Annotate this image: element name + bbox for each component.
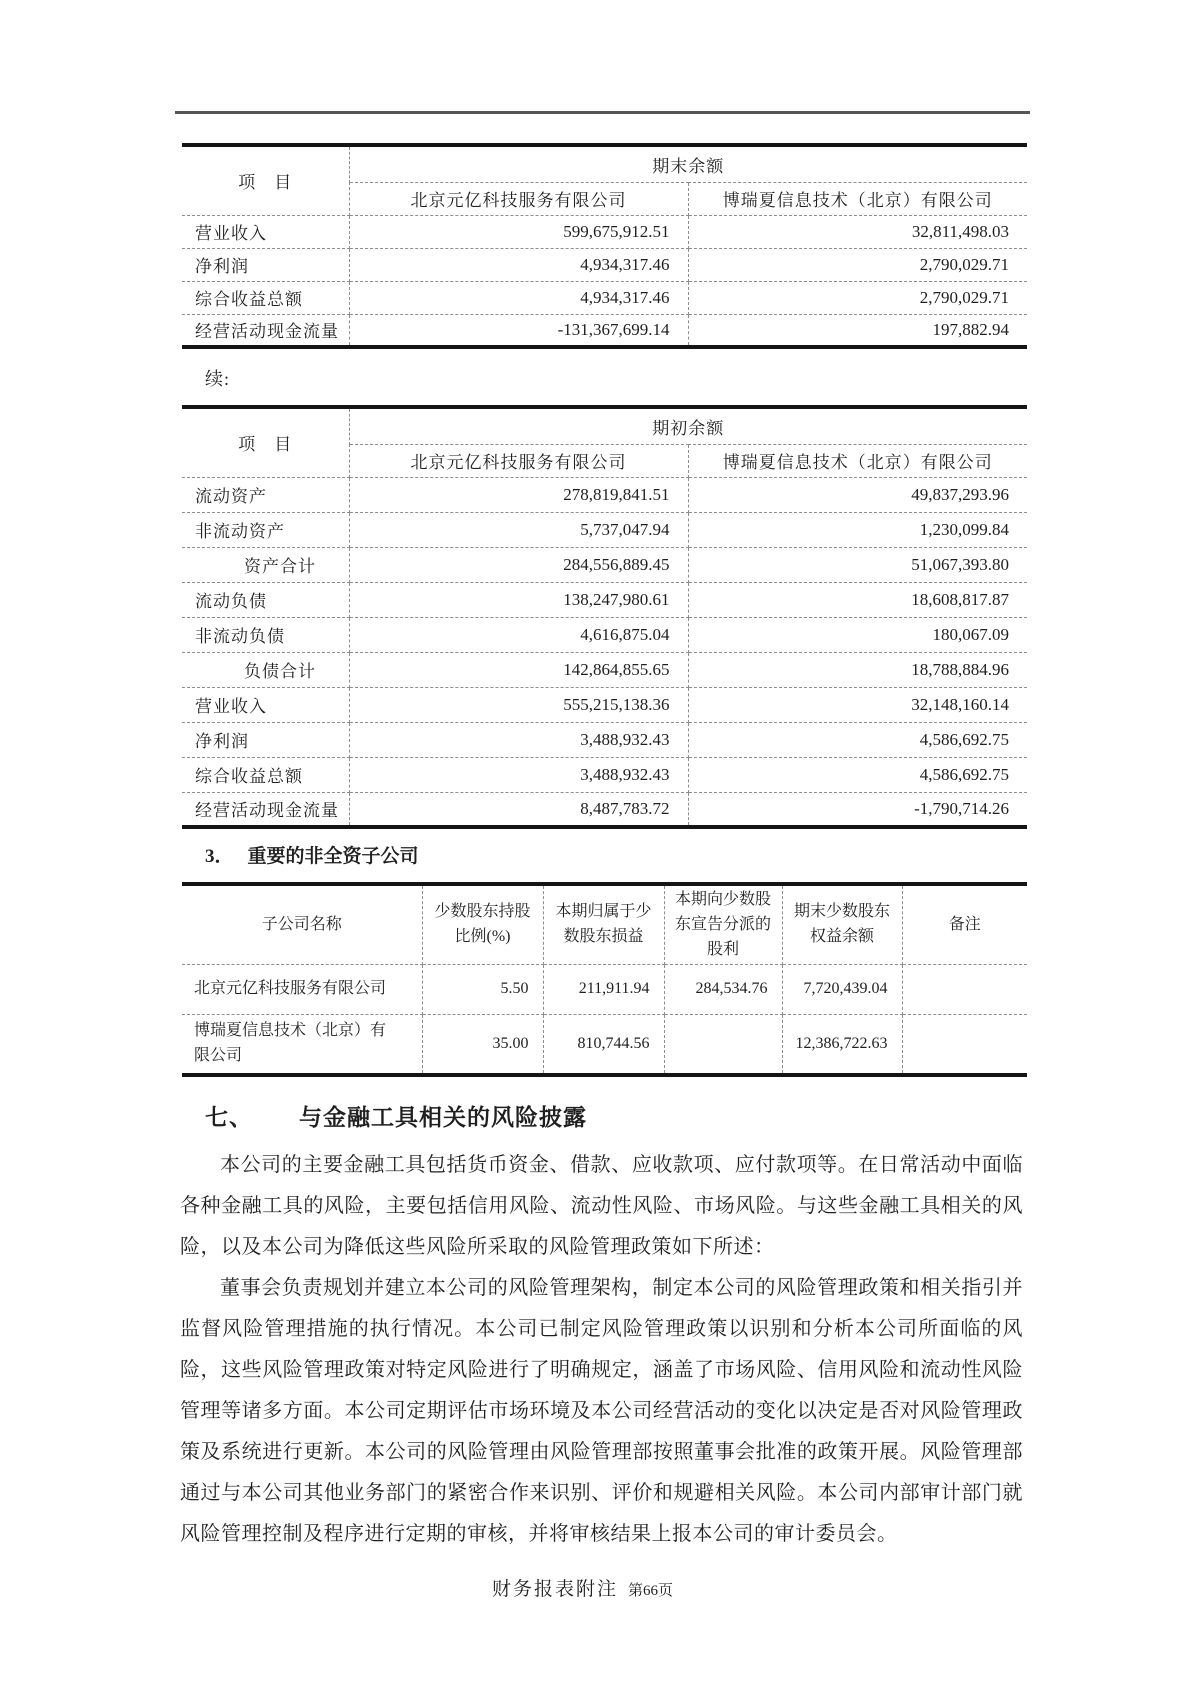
table-row	[182, 965, 1027, 1015]
section3-number: 3．	[205, 846, 234, 867]
row-value: 8,487,783.72	[349, 792, 688, 827]
declared-dividend	[664, 1015, 782, 1075]
table-row-subtotal	[182, 652, 1027, 687]
note-cell	[902, 1015, 1027, 1075]
row-label: 资产合计	[182, 547, 349, 582]
row-label: 流动负债	[182, 582, 349, 617]
table-row	[182, 792, 1027, 827]
table-row	[182, 477, 1027, 512]
subsidiary-name: 北京元亿科技服务有限公司	[182, 965, 422, 1015]
row-value: 180,067.09	[688, 617, 1027, 652]
footer-page-number: 第66页	[628, 1582, 674, 1599]
minority-profit: 810,744.56	[543, 1015, 664, 1075]
table-row	[182, 1015, 1027, 1075]
column-header: 子公司名称	[182, 884, 422, 965]
row-value: 4,586,692.75	[688, 722, 1027, 757]
row-value: 4,934,317.46	[349, 281, 688, 314]
table-row	[182, 215, 1027, 248]
row-value: 599,675,912.51	[349, 215, 688, 248]
note-cell	[902, 965, 1027, 1015]
row-label: 营业收入	[182, 215, 349, 248]
section7-heading	[205, 1099, 1200, 1132]
table-row	[182, 512, 1027, 547]
row-label: 流动资产	[182, 477, 349, 512]
company-header: 北京元亿科技服务有限公司	[349, 182, 688, 215]
declared-dividend: 284,534.76	[664, 965, 782, 1015]
row-value: 51,067,393.80	[688, 547, 1027, 582]
row-value: 555,215,138.36	[349, 687, 688, 722]
page-footer	[160, 1574, 1005, 1601]
row-label: 营业收入	[182, 687, 349, 722]
paragraph: 董事会负责规划并建立本公司的风险管理架构，制定本公司的风险管理政策和相关指引并监督风险管理措施的执行情况。本公司已制定风险管理政策以识别和分析本公司所面临的风险，这些风险管理政策对特定风险进行了明确规定，涵盖了市场风险、信用风险和流动性风险管理等诸多方面。本公司定期评估市场环境及本公司经营活动的变化以决定是否对风险管理政策及系统进行更新。本公司的风险管理由风险管理部按照董事会批准的政策开展。风险管理部通过与本公司其他业务部门的紧密合作来识别、评价和规避相关风险。本公司内部审计部门就风险管理控制及程序进行定期的审核，并将审核结果上报本公司的审计委员会。	[180, 1276, 1023, 1545]
row-value: 278,819,841.51	[349, 477, 688, 512]
row-label: 综合收益总额	[182, 757, 349, 792]
table-row	[182, 582, 1027, 617]
column-header: 本期向少数股东宣告分派的股利	[664, 884, 782, 965]
row-label: 经营活动现金流量	[182, 792, 349, 827]
minority-profit: 211,911.94	[543, 965, 664, 1015]
row-label: 经营活动现金流量	[182, 314, 349, 347]
row-value: 3,488,932.43	[349, 722, 688, 757]
row-value: 3,488,932.43	[349, 757, 688, 792]
item-column-header: 项 目	[182, 407, 349, 477]
row-value: 4,586,692.75	[688, 757, 1027, 792]
table-row	[182, 314, 1027, 347]
row-value: 2,790,029.71	[688, 281, 1027, 314]
table-header-row	[182, 884, 1027, 965]
row-label: 净利润	[182, 722, 349, 757]
row-value: 284,556,889.45	[349, 547, 688, 582]
row-value: 32,811,498.03	[688, 215, 1027, 248]
column-header: 少数股东持股比例(%)	[422, 884, 543, 965]
company-header: 博瑞夏信息技术（北京）有限公司	[688, 444, 1027, 477]
header-rule	[175, 111, 1030, 114]
company-header: 博瑞夏信息技术（北京）有限公司	[688, 182, 1027, 215]
row-value: 1,230,099.84	[688, 512, 1027, 547]
row-label: 负债合计	[182, 652, 349, 687]
column-header: 备注	[902, 884, 1027, 965]
table-row	[182, 687, 1027, 722]
row-value: 4,934,317.46	[349, 248, 688, 281]
row-value: 18,608,817.87	[688, 582, 1027, 617]
minority-equity: 7,720,439.04	[782, 965, 902, 1015]
row-label: 非流动负债	[182, 617, 349, 652]
row-value: 4,616,875.04	[349, 617, 688, 652]
company-header: 北京元亿科技服务有限公司	[349, 444, 688, 477]
row-value: 32,148,160.14	[688, 687, 1027, 722]
row-value: 138,247,980.61	[349, 582, 688, 617]
table-header-row	[182, 407, 1027, 444]
row-value: -131,367,699.14	[349, 314, 688, 347]
row-value: 2,790,029.71	[688, 248, 1027, 281]
table-row	[182, 281, 1027, 314]
table-row	[182, 617, 1027, 652]
row-label: 综合收益总额	[182, 281, 349, 314]
column-header: 本期归属于少数股东损益	[543, 884, 664, 965]
period-begin-balance-table	[182, 405, 1027, 829]
section3-title: 重要的非全资子公司	[247, 846, 419, 867]
row-label: 非流动资产	[182, 512, 349, 547]
row-value: 197,882.94	[932, 319, 1009, 339]
column-header: 期末少数股东权益余额	[782, 884, 902, 965]
row-value: 18,788,884.96	[688, 652, 1027, 687]
row-value: 49,837,293.96	[688, 477, 1027, 512]
item-column-header: 项 目	[182, 145, 349, 215]
table-row	[182, 722, 1027, 757]
row-label: 净利润	[182, 248, 349, 281]
minority-ratio: 35.00	[422, 1015, 543, 1075]
row-value: 5,737,047.94	[349, 512, 688, 547]
group-header: 期末余额	[349, 145, 1027, 182]
table-header-row	[182, 145, 1027, 182]
minority-equity: 12,386,722.63	[782, 1015, 902, 1075]
table-row-subtotal	[182, 547, 1027, 582]
subsidiary-name: 博瑞夏信息技术（北京）有限公司	[182, 1015, 422, 1075]
minority-ratio: 5.50	[422, 965, 543, 1015]
section3-heading	[205, 841, 1200, 868]
table-row	[182, 248, 1027, 281]
risk-disclosure-text	[180, 1145, 1023, 1555]
footer-title: 财务报表附注	[491, 1578, 618, 1600]
period-end-balance-table	[182, 143, 1027, 349]
continued-label: 续:	[205, 369, 231, 389]
subsidiaries-table	[182, 882, 1027, 1077]
row-value: 142,864,855.65	[349, 652, 688, 687]
table-row	[182, 757, 1027, 792]
section7-number: 七、	[205, 1104, 253, 1130]
group-header: 期初余额	[349, 407, 1027, 444]
paragraph: 本公司的主要金融工具包括货币资金、借款、应收款项、应付款项等。在日常活动中面临各种金融工具的风险，主要包括信用风险、流动性风险、市场风险。与这些金融工具相关的风险，以及本公司为降低这些风险所采取的风险管理政策如下所述：	[180, 1153, 1023, 1258]
row-value: -1,790,714.26	[914, 798, 1009, 818]
section7-title: 与金融工具相关的风险披露	[299, 1104, 587, 1130]
